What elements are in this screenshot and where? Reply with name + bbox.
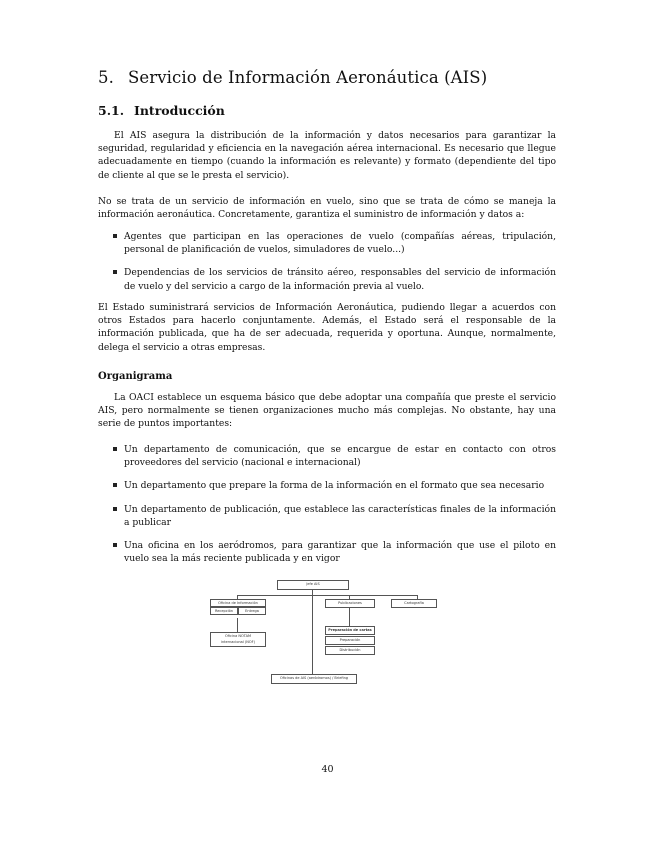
connector-line [237, 618, 238, 632]
section-title-text: Servicio de Información Aeronáutica (AIS) [128, 68, 488, 87]
section-number: 5. [98, 68, 114, 87]
org-box-distribution: Distribución [325, 646, 375, 655]
paragraph-scope: No se trata de un servicio de información en vuelo, sino que se trata de cómo se maneja la información aeronáutica. Concretamente, garantiza el suministro de información y datos a: [98, 196, 556, 221]
list-item: Agentes que participan en las operaciones de vuelo (compañías aéreas, tripulación, personal de planificación de vuelos, simuladores de vuelo...) [98, 230, 556, 256]
subsection-title [98, 103, 225, 118]
connector-line [312, 589, 313, 679]
org-box-info-office: Oficina de Información [210, 599, 266, 607]
org-box-cartography: Cartografía [391, 599, 437, 608]
paragraph-intro: El AIS asegura la distribución de la información y datos necesarios para garantizar la seguridad, regularidad y eficiencia en la navegación aérea internacional. Es necesario que llegue adecuadamente en tiempo (cuando la información es relevante) y formato (dependiente del tipo de cliente al que se le presta el servicio). [98, 130, 556, 181]
paragraph-oaci: La OACI establece un esquema básico que debe adoptar una compañía que preste el servicio AIS, pero normalmente se tienen organizaciones mucho más complejas. No obstante, hay una serie de puntos importantes: [98, 392, 556, 430]
recipients-list [98, 230, 556, 303]
organigrama-heading: Organigrama [98, 371, 173, 382]
org-box-publications: Publicaciones [325, 599, 375, 608]
org-chart-diagram [205, 578, 440, 686]
list-item: Un departamento de publicación, que establece las características finales de la información a publicar [98, 503, 556, 529]
org-box-notam: Oficina NOTAM internacional (NOF) [210, 632, 266, 647]
org-box-chart-prep: Preparación de cartas [325, 626, 375, 635]
subsection-number: 5.1. [98, 103, 125, 118]
list-item: Un departamento que prepare la forma de la información en el formato que sea necesario [98, 479, 556, 492]
org-box-reception: Recepción [210, 607, 238, 615]
bullet-icon [113, 234, 117, 238]
bullet-icon [113, 447, 117, 451]
departments-list [98, 443, 556, 575]
list-item: Dependencias de los servicios de tránsito aéreo, responsables del servicio de información de vuelo y del servicio a cargo de la información previa al vuelo. [98, 266, 556, 292]
bullet-icon [113, 507, 117, 511]
connector-line [237, 595, 417, 596]
bullet-icon [113, 543, 117, 547]
paragraph-state: El Estado suministrará servicios de Información Aeronáutica, pudiendo llegar a acuerdos con otros Estados para hacerlo conjuntamente. Además, el Estado será el responsable de la información publicada, que ha de ser adecuada, requerida y oportuna. Aunque, normalmente, delega el servicio a otras empresas. [98, 302, 556, 353]
bullet-icon [113, 270, 117, 274]
org-box-preparation: Preparación [325, 636, 375, 645]
org-box-top: Jefe AIS [277, 580, 349, 590]
section-title [98, 68, 487, 87]
org-box-delivery: Entrega [238, 607, 266, 615]
org-box-briefing: Oficinas de AIS (aeródromos) / Briefing [271, 674, 357, 684]
subsection-title-text: Introducción [134, 103, 225, 118]
page-number: 40 [321, 764, 334, 775]
bullet-icon [113, 483, 117, 487]
list-item: Una oficina en los aeródromos, para garantizar que la información que use el piloto en vuelo sea la más reciente publicada y en vigor [98, 539, 556, 565]
list-item: Un departamento de comunicación, que se encargue de estar en contacto con otros proveedores del servicio (nacional e internacional) [98, 443, 556, 469]
connector-line [349, 607, 350, 626]
